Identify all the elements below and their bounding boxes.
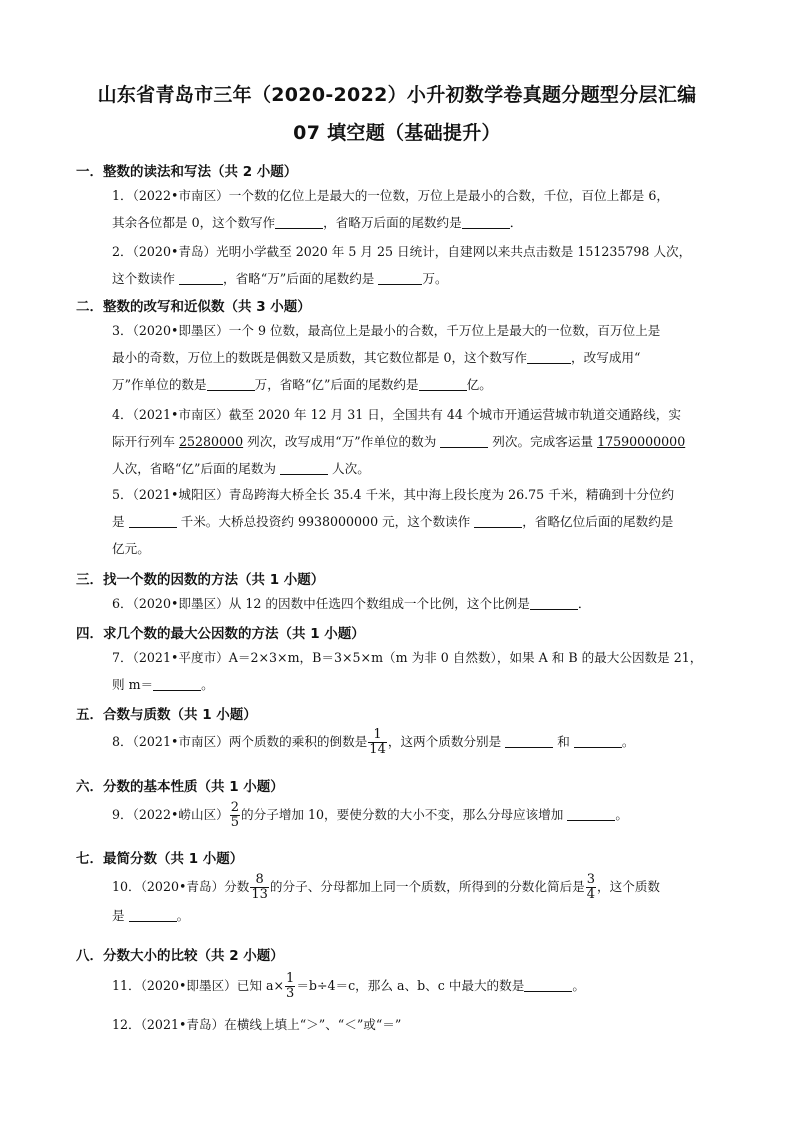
answer-blank[interactable]: [530, 595, 578, 610]
answer-blank[interactable]: [527, 349, 571, 364]
question-7-line-1: 7．（2021•平度市）A＝2×3×m，B＝3×5×m（m 为非 0 自然数），如果 A 和 B 的最大公因数是 21，: [112, 650, 703, 665]
question-8: 8．（2021•市南区）两个质数的乘积的倒数是 $\frac{1}{14}$ ，这两个质数分别是 和 。: [112, 727, 635, 757]
question-1-line-2: 其余各位都是 0，这个数写作 ，省略万后面的尾数约是 ．: [112, 215, 523, 230]
question-5-line-3: 亿元。: [112, 541, 150, 556]
question-4-line-2: 际开行列车 25280000 列次，改写成用“万”作单位的数为 列次。完成客运量 17590000000: [112, 434, 686, 449]
question-11: 11．（2020•即墨区）已知 a× $\frac{1}{3}$ ＝b÷4＝c，那么 a、b、c 中最大的数是 。: [112, 971, 585, 1001]
answer-blank[interactable]: [474, 513, 522, 528]
fraction: $\frac{8}{13}$: [251, 872, 268, 902]
section-heading-7: 七．最简分数（共 1 小题）: [76, 851, 244, 867]
answer-blank[interactable]: [275, 214, 323, 229]
question-12: 12．（2021•青岛）在横线上填上“＞”、“＜”或“＝”: [112, 1017, 402, 1032]
answer-blank[interactable]: [419, 376, 467, 391]
question-7-line-2: 则 m＝ 。: [112, 677, 214, 692]
question-4-line-1: 4．（2021•市南区）截至 2020 年 12 月 31 日，全国共有 44 个城市开通运营城市轨道交通路线，实: [112, 407, 681, 422]
section-heading-8: 八．分数大小的比较（共 2 小题）: [76, 948, 284, 964]
answer-blank[interactable]: [179, 270, 223, 285]
answer-blank[interactable]: [574, 733, 622, 748]
question-2: [112, 238, 720, 292]
section-heading-4: 四．求几个数的最大公因数的方法（共 1 小题）: [76, 626, 365, 642]
question-4-line-3: 人次，省略“亿”后面的尾数为 人次。: [112, 461, 370, 476]
answer-blank[interactable]: [207, 376, 255, 391]
answer-blank[interactable]: [129, 513, 177, 528]
answer-blank[interactable]: [567, 806, 615, 821]
question-5-line-1: 5．（2021•城阳区）青岛跨海大桥全长 35.4 千米，其中海上段长度为 26.75 千米，精确到十分位约: [112, 487, 675, 502]
answer-blank[interactable]: [280, 460, 328, 475]
answer-blank[interactable]: [462, 214, 510, 229]
document-title: 山东省青岛市三年（2020-2022）小升初数学卷真题分题型分层汇编: [97, 84, 697, 106]
question-1-line-1: 1．（2022•市南区）一个数的亿位上是最大的一位数，万位上是最小的合数，千位，百位上都是 6，: [112, 188, 669, 203]
question-4: [112, 401, 720, 482]
section-heading-2: 二．整数的改写和近似数（共 3 小题）: [76, 299, 311, 315]
answer-blank[interactable]: [378, 270, 422, 285]
answer-blank[interactable]: [524, 977, 572, 992]
document-subtitle: 07 填空题（基础提升）: [293, 122, 501, 144]
question-1: [112, 182, 720, 236]
question-3: [112, 317, 720, 398]
answer-blank[interactable]: [153, 676, 201, 691]
answer-blank[interactable]: [440, 433, 488, 448]
question-3-line-1: 3．（2020•即墨区）一个 9 位数，最高位上是最小的合数，千万位上是最大的一位数，百万位上是: [112, 323, 661, 338]
question-5-line-2: 是 千米。大桥总投资约 9938000000 元，这个数读作 ，省略亿位后面的尾数约是: [112, 514, 674, 529]
answer-blank[interactable]: [129, 907, 177, 922]
fraction: $\frac{3}{4}$: [586, 872, 596, 902]
question-7: [112, 644, 720, 698]
question-10: [112, 873, 720, 929]
fraction: $\frac{2}{5}$: [230, 800, 240, 830]
question-2-line-2: 这个数读作 ，省略“万”后面的尾数约是 万。: [112, 271, 448, 286]
section-heading-1: 一．整数的读法和写法（共 2 小题）: [76, 164, 298, 180]
section-heading-3: 三．找一个数的因数的方法（共 1 小题）: [76, 572, 325, 588]
question-5: [112, 481, 720, 562]
section-heading-6: 六．分数的基本性质（共 1 小题）: [76, 779, 284, 795]
section-heading-5: 五．合数与质数（共 1 小题）: [76, 707, 257, 723]
question-6: 6．（2020•即墨区）从 12 的因数中任选四个数组成一个比例，这个比例是 ．: [112, 596, 591, 611]
fraction: $\frac{1}{14}$: [369, 727, 386, 757]
question-3-line-3: 万”作单位的数是 万，省略“亿”后面的尾数约是 亿。: [112, 377, 492, 392]
question-3-line-2: 最小的奇数，万位上的数既是偶数又是质数，其它数位都是 0，这个数写作 ，改写成用“: [112, 350, 641, 365]
question-10-line-2: 是 。: [112, 907, 190, 923]
question-2-line-1: 2．（2020•青岛）光明小学截至 2020 年 5 月 25 日统计，自建网以来共点击数是 151235798 人次，: [112, 244, 692, 259]
answer-blank[interactable]: [505, 733, 553, 748]
question-9: 9．（2022•崂山区） $\frac{2}{5}$ 的分子增加 10，要使分数的大小不变，那么分母应该增加 。: [112, 800, 628, 830]
question-10-line-1: 10．（2020•青岛）分数 $\frac{8}{13}$ 的分子、分母都加上同一个质数，所得到的分数化简后是 $\frac{3}{4}$ ，这个质数: [112, 872, 661, 902]
fraction: $\frac{1}{3}$: [286, 971, 295, 1001]
